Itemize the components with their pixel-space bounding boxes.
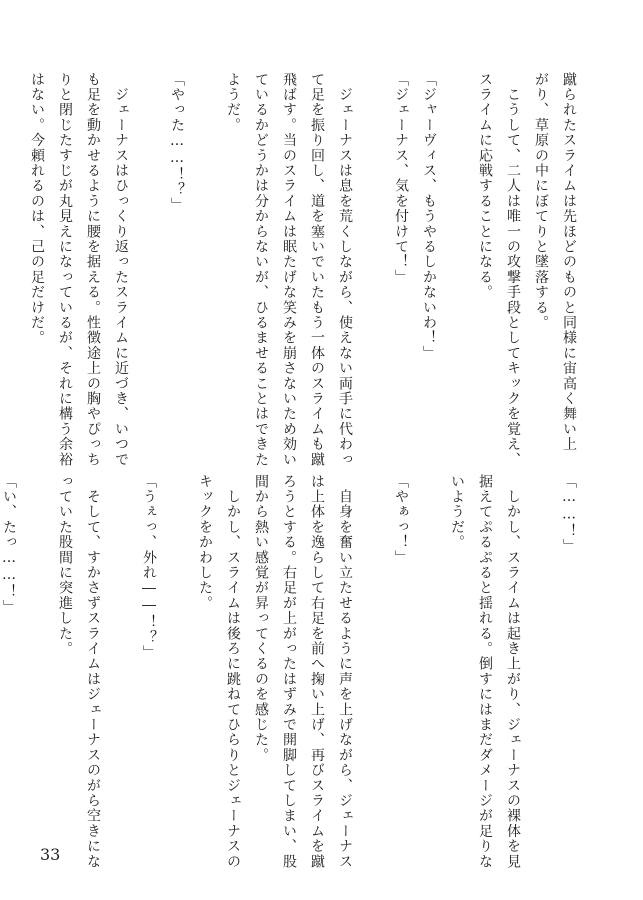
text-line: 間から熱い感覚が昇ってくるのを感じた。 [253, 474, 269, 763]
text-line: 自身を奮い立たせるように声を上げながら、ジェーナス [337, 474, 353, 870]
text-line: ているかどうかは分からないが、ひるませることはできた [253, 72, 269, 468]
text-line: しかし、スライムは起き上がり、ジェーナスの裸体を見 [505, 474, 521, 870]
text-line: 「い、たっ……！」 [1, 474, 17, 615]
text-line: 「やぁっ！」 [393, 474, 409, 566]
text-line: 「ジャーヴィス、もうやるしかないわ！」 [421, 72, 437, 361]
text-line: も足を動かせるように腰を据える。性徴途上の胸やぴっち [85, 72, 101, 468]
text-line: て足を振り回し、道を塞いでいたもう一体のスライムも蹴 [309, 72, 325, 468]
text-line: ろうとする。右足が上がったはずみで開脚してしまい、股 [281, 474, 297, 870]
text-line: 据えてぷるぷると揺れる。倒すにはまだダメージが足りな [477, 474, 493, 870]
page-number: 33 [40, 845, 61, 864]
text-line: 飛ばす。当のスライムは眠たげな笑みを崩さないため効い [281, 72, 297, 468]
text-line: っていた股間に突進した。 [57, 474, 73, 657]
text-line: そして、すかさずスライムはジェーナスのがら空きにな [85, 474, 101, 870]
text-line: りと閉じたすじが丸見えになっているが、それに構う余裕 [57, 72, 73, 468]
text-line: 「やった……！？」 [169, 72, 185, 213]
text-line: 「うぇっ、外れ――！？」 [141, 474, 157, 661]
text-line: 「ジェーナス、気を付けて！」 [393, 72, 409, 285]
text-line: しかし、スライムは後ろに跳ねてひらりとジェーナスの [225, 474, 241, 870]
text-line: ようだ。 [225, 72, 241, 133]
text-line: いようだ。 [449, 474, 465, 550]
text-line: ジェーナスは息を荒くしながら、使えない両手に代わっ [337, 72, 353, 468]
text-line: ジェーナスはひっくり返ったスライムに近づき、いつで [113, 72, 129, 468]
text-line: こうして、二人は唯一の攻撃手段としてキックを覚え、 [505, 72, 521, 468]
text-line: スライムに応戦することになる。 [477, 72, 493, 300]
text-line: はない。今頼れるのは、己の足だけだ。 [29, 72, 45, 346]
text-line: 蹴られたスライムは先ほどのものと同様に宙高く舞い上 [561, 72, 577, 452]
text-line: がり、草原の中にぼてりと墜落する。 [533, 72, 549, 331]
text-line: キックをかわした。 [197, 474, 213, 611]
text-line: 「……！」 [561, 474, 577, 554]
text-line: は上体を逸らして右足を前へ掬い上げ、再びスライムを蹴 [309, 474, 325, 870]
